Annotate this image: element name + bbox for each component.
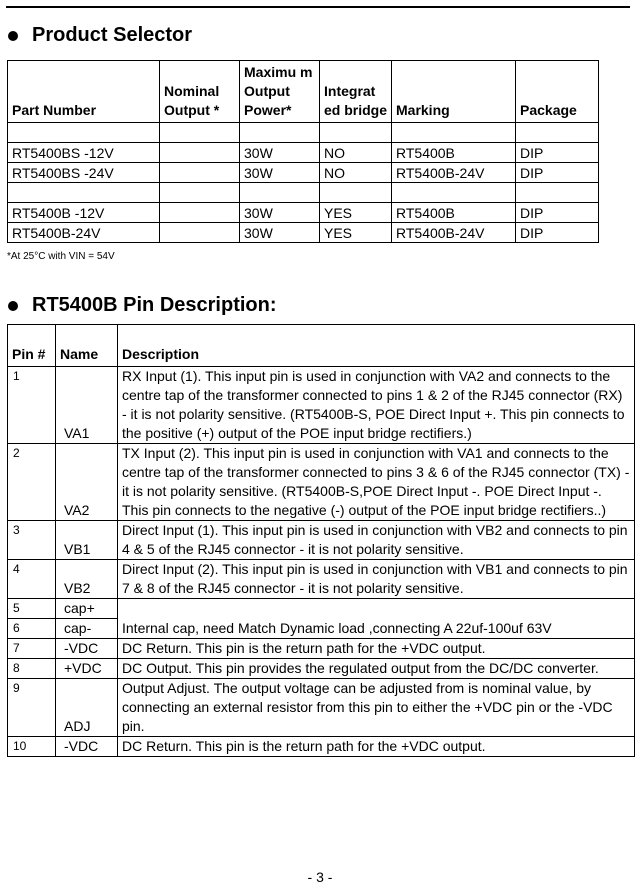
footnote: *At 25°C with VIN = 54V <box>7 251 115 262</box>
pin-description-table <box>7 324 635 757</box>
pin-name: cap- <box>56 619 118 639</box>
cell-bridge: YES <box>320 203 392 223</box>
cell-package: DIP <box>516 203 599 223</box>
header-name: Name <box>56 325 118 367</box>
section-title: RT5400B Pin Description: <box>32 294 277 316</box>
header-nominal-output: Nominal Output * <box>160 61 240 123</box>
table-row <box>8 599 635 619</box>
product-selector-table <box>7 60 599 243</box>
pin-name: ADJ <box>56 679 118 737</box>
cell-power: 30W <box>240 223 320 243</box>
pin-description: Output Adjust. The output voltage can be adjusted from is nominal value, by connecting an external resistor from this pin to either the +VDC pin or the -VDC pin. <box>118 679 635 737</box>
cell-part: RT5400B -12V <box>8 203 160 223</box>
cell-nominal <box>160 163 240 183</box>
pin-name: VA2 <box>56 444 118 521</box>
pin-description: Internal cap, need Match Dynamic load ,connecting A 22uf-100uf 63V <box>118 599 635 639</box>
pin-name: VB1 <box>56 521 118 560</box>
pin-number: 1 <box>8 367 56 444</box>
bullet-icon <box>8 301 18 311</box>
header-pin-number: Pin # <box>8 325 56 367</box>
cell-marking: RT5400B <box>392 143 516 163</box>
cell-part: RT5400BS -24V <box>8 163 160 183</box>
page-number: - 3 - <box>307 869 333 885</box>
pin-description-heading <box>8 294 277 317</box>
cell-bridge: NO <box>320 163 392 183</box>
table-row <box>8 143 599 163</box>
cell-marking: RT5400B-24V <box>392 223 516 243</box>
spacer-row <box>8 183 599 203</box>
product-selector-heading <box>8 24 192 47</box>
pin-name: +VDC <box>56 659 118 679</box>
pin-description: TX Input (2). This input pin is used in conjunction with VA1 and connects to the centre tap of the transformer connected to pins 3 & 6 of the RJ45 connector (TX) - it is not polarity sensitive. (RT5400B-S,POE Direct Input -. POE Direct Input -. This pin connects to the negative (-) output of the POE input bridge rectifiers..) <box>118 444 635 521</box>
header-max-output-power: Maximu m Output Power* <box>240 61 320 123</box>
table-row <box>8 203 599 223</box>
cell-nominal <box>160 143 240 163</box>
cell-nominal <box>160 223 240 243</box>
pin-number: 3 <box>8 521 56 560</box>
table-row <box>8 444 635 521</box>
table-row <box>8 679 635 737</box>
cell-nominal <box>160 203 240 223</box>
table-row <box>8 163 599 183</box>
table-row <box>8 659 635 679</box>
pin-number: 4 <box>8 560 56 599</box>
pin-name: VB2 <box>56 560 118 599</box>
cell-power: 30W <box>240 143 320 163</box>
cell-bridge: YES <box>320 223 392 243</box>
cell-package: DIP <box>516 223 599 243</box>
pin-number: 8 <box>8 659 56 679</box>
pin-name: -VDC <box>56 639 118 659</box>
cell-marking: RT5400B-24V <box>392 163 516 183</box>
pin-number: 10 <box>8 737 56 757</box>
table-row <box>8 560 635 599</box>
pin-name: VA1 <box>56 367 118 444</box>
pin-description: RX Input (1). This input pin is used in conjunction with VA2 and connects to the centre tap of the transformer connected to pins 1 & 2 of the RJ45 connector (RX) - it is not polarity sensitive. (RT5400B-S, POE Direct Input +. This pin connects to the positive (+) output of the POE input bridge rectifiers.) <box>118 367 635 444</box>
pin-number: 6 <box>8 619 56 639</box>
pin-name: -VDC <box>56 737 118 757</box>
pin-number: 5 <box>8 599 56 619</box>
table-header-row <box>8 325 635 367</box>
table-row <box>8 639 635 659</box>
cell-power: 30W <box>240 163 320 183</box>
top-rule <box>6 6 630 8</box>
pin-number: 9 <box>8 679 56 737</box>
pin-description: Direct Input (2). This input pin is used in conjunction with VB1 and connects to pin 7 & 8 of the RJ45 connector - it is not polarity sensitive. <box>118 560 635 599</box>
pin-description: Direct Input (1). This input pin is used in conjunction with VB2 and connects to pin 4 & 5 of the RJ45 connector - it is not polarity sensitive. <box>118 521 635 560</box>
pin-name: cap+ <box>56 599 118 619</box>
pin-description: DC Return. This pin is the return path for the +VDC output. <box>118 737 635 757</box>
table-row <box>8 737 635 757</box>
header-marking: Marking <box>392 61 516 123</box>
table-row <box>8 521 635 560</box>
pin-description: DC Return. This pin is the return path for the +VDC output. <box>118 639 635 659</box>
cell-bridge: NO <box>320 143 392 163</box>
pin-number: 7 <box>8 639 56 659</box>
header-part-number: Part Number <box>8 61 160 123</box>
table-header-row <box>8 61 599 123</box>
cell-power: 30W <box>240 203 320 223</box>
spacer-row <box>8 123 599 143</box>
cell-package: DIP <box>516 143 599 163</box>
header-package: Package <box>516 61 599 123</box>
cell-package: DIP <box>516 163 599 183</box>
section-title: Product Selector <box>32 24 193 46</box>
header-description: Description <box>118 325 635 367</box>
header-integrated-bridge: Integrat ed bridge <box>320 61 392 123</box>
pin-description: DC Output. This pin provides the regulated output from the DC/DC converter. <box>118 659 635 679</box>
cell-marking: RT5400B <box>392 203 516 223</box>
table-row <box>8 223 599 243</box>
pin-number: 2 <box>8 444 56 521</box>
table-row <box>8 367 635 444</box>
cell-part: RT5400B-24V <box>8 223 160 243</box>
bullet-icon <box>8 31 18 41</box>
cell-part: RT5400BS -12V <box>8 143 160 163</box>
